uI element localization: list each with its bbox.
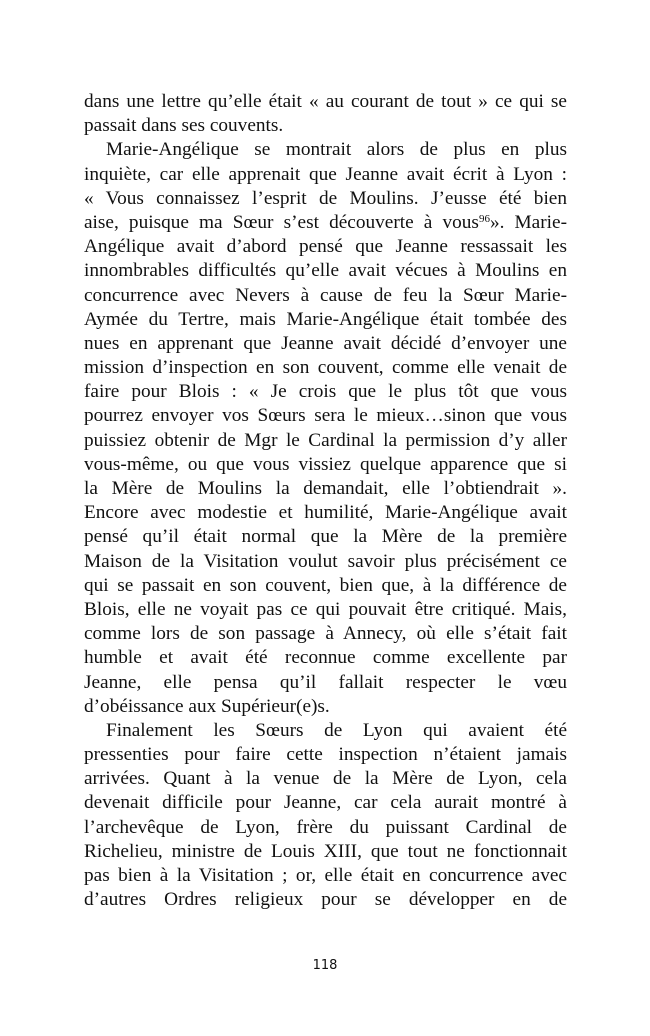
text-line: Richelieu, ministre de Louis XIII, que tout ne fonctionnait xyxy=(84,840,567,862)
text-line: vous-même, ou que vous vissiez quelque apparence que si xyxy=(84,453,567,475)
text-line: passait dans ses couvents. xyxy=(84,115,284,137)
paragraph xyxy=(84,90,567,138)
text-line xyxy=(84,211,567,235)
text-line: Finalement les Sœurs de Lyon qui avaient été xyxy=(106,719,567,741)
text-line: Aymée du Tertre, mais Marie-Angélique était tombée des xyxy=(84,308,567,330)
text-line: innombrables difficultés qu’elle avait vécues à Moulins en xyxy=(84,260,567,282)
page-body xyxy=(84,90,567,912)
text-line: qui se passait en son couvent, bien que, à la différence de xyxy=(84,574,567,596)
text-fragment: ». Marie- xyxy=(489,211,567,233)
text-line: l’archevêque de Lyon, frère du puissant Cardinal de xyxy=(84,816,567,838)
text-line: « Vous connaissez l’esprit de Moulins. J’eusse été bien xyxy=(84,187,567,209)
page-number: 118 xyxy=(312,958,338,973)
text-line: comme lors de son passage à Annecy, où elle s’était fait xyxy=(84,623,567,645)
text-line: faire pour Blois : « Je crois que le plus tôt que vous xyxy=(84,381,567,403)
text-line: pas bien à la Visitation ; or, elle était en concurrence avec xyxy=(84,865,567,886)
footnote-reference[interactable]: 96 xyxy=(478,212,490,225)
text-line: inquiète, car elle apprenait que Jeanne avait écrit à Lyon : xyxy=(84,163,567,185)
text-line: Angélique avait d’abord pensé que Jeanne ressassait les xyxy=(84,236,567,258)
text-line: la Mère de Moulins la demandait, elle l’obtiendrait ». xyxy=(84,478,567,499)
text-line: puissiez obtenir de Mgr le Cardinal la permission d’y aller xyxy=(84,429,567,451)
text-line: pourrez envoyer vos Sœurs sera le mieux…sinon que vous xyxy=(84,405,567,427)
text-line: arrivées. Quant à la venue de la Mère de Lyon, cela xyxy=(84,768,567,790)
text-line: dans une lettre qu’elle était « au courant de tout » ce qui se xyxy=(84,91,567,112)
text-line: Jeanne, elle pensa qu’il fallait respecter le vœu xyxy=(84,671,567,693)
paragraph xyxy=(84,719,567,913)
paragraph xyxy=(84,138,567,719)
text-line: d’obéissance aux Supérieur(e)s. xyxy=(84,695,330,717)
text-line: nues en apprenant que Jeanne avait décidé d’envoyer une xyxy=(84,332,567,354)
text-line: mission d’inspection en son couvent, comme elle venait de xyxy=(84,357,567,379)
text-line: concurrence avec Nevers à cause de feu la Sœur Marie- xyxy=(84,284,567,306)
text-line: Encore avec modestie et humilité, Marie-Angélique avait xyxy=(84,502,567,524)
text-line: humble et avait été reconnue comme excellente par xyxy=(84,647,567,669)
text-line: Marie-Angélique se montrait alors de plus en plus xyxy=(106,139,567,161)
text-fragment: aise, puisque ma Sœur s’est découverte à vous xyxy=(84,211,479,233)
text-line: d’autres Ordres religieux pour se développer en de xyxy=(84,889,567,911)
text-line: pressenties pour faire cette inspection n’étaient jamais xyxy=(84,744,567,766)
text-line: Blois, elle ne voyait pas ce qui pouvait être critiqué. Mais, xyxy=(84,598,567,620)
text-line: devenait difficile pour Jeanne, car cela aurait montré à xyxy=(84,792,567,814)
text-line: Maison de la Visitation voulut savoir plus précisément ce xyxy=(84,550,567,572)
text-line: pensé qu’il était normal que la Mère de la première xyxy=(84,526,567,548)
